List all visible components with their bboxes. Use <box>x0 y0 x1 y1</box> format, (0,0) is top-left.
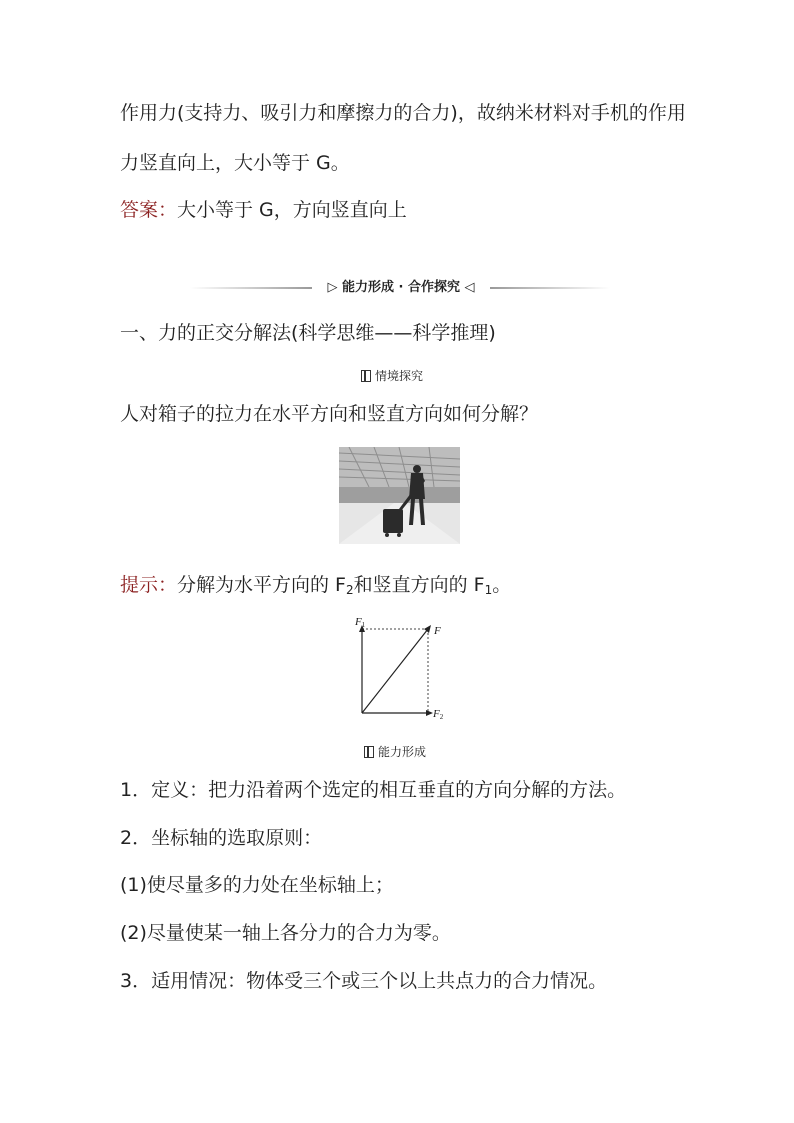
section-banner <box>190 276 610 300</box>
hint-text-2: 和竖直方向的 F <box>353 574 485 596</box>
tag-situation <box>361 366 423 386</box>
hint-sub-1: 2 <box>345 583 354 597</box>
hint-text-1: 分解为水平方向的 F <box>177 574 346 596</box>
book-icon <box>364 746 374 758</box>
answer-line <box>120 198 407 222</box>
paragraph-line-2: 力竖直向上，大小等于 G。 <box>120 152 350 174</box>
question-line: 人对箱子的拉力在水平方向和竖直方向如何分解？ <box>120 403 539 425</box>
label-f: F <box>434 625 441 637</box>
f-arrow-line <box>362 629 428 713</box>
answer-text: 大小等于 G，方向竖直向上 <box>177 199 407 221</box>
point-2: 2．坐标轴的选取原则： <box>120 827 323 849</box>
point-3: 3．适用情况：物体受三个或三个以上共点力的合力情况。 <box>120 970 608 992</box>
tag-situation-label: 情境探究 <box>375 369 424 383</box>
banner-left-rule <box>190 287 312 289</box>
banner-right-rule <box>490 287 610 289</box>
banner-text: ▷ 能力形成 · 合作探究 ◁ <box>327 280 475 295</box>
hint-label: 提示： <box>120 574 178 596</box>
answer-label: 答案： <box>120 199 178 221</box>
label-f1: F1 <box>355 616 366 629</box>
hint-text-3: 。 <box>492 574 512 596</box>
point-1: 1．定义：把力沿着两个选定的相互垂直的方向分解的方法。 <box>120 779 627 801</box>
label-f2: F2 <box>433 708 444 721</box>
book-icon <box>361 370 371 382</box>
tag-ability-label: 能力形成 <box>378 745 427 759</box>
section-heading: 一、力的正交分解法(科学思维——科学推理) <box>120 322 496 344</box>
point-2-a: (1)使尽量多的力处在坐标轴上； <box>120 874 394 896</box>
paragraph-line-1: 作用力(支持力、吸引力和摩擦力的合力)，故纳米材料对手机的作用 <box>120 102 686 124</box>
tag-ability <box>364 742 426 762</box>
point-2-b: (2)尽量使某一轴上各分力的合力为零。 <box>120 922 451 944</box>
airport-photo <box>339 447 460 544</box>
force-decomposition-diagram <box>352 615 452 725</box>
hint-line <box>120 573 511 602</box>
hint-sub-2: 1 <box>484 583 493 597</box>
f2-arrowhead <box>426 710 433 716</box>
